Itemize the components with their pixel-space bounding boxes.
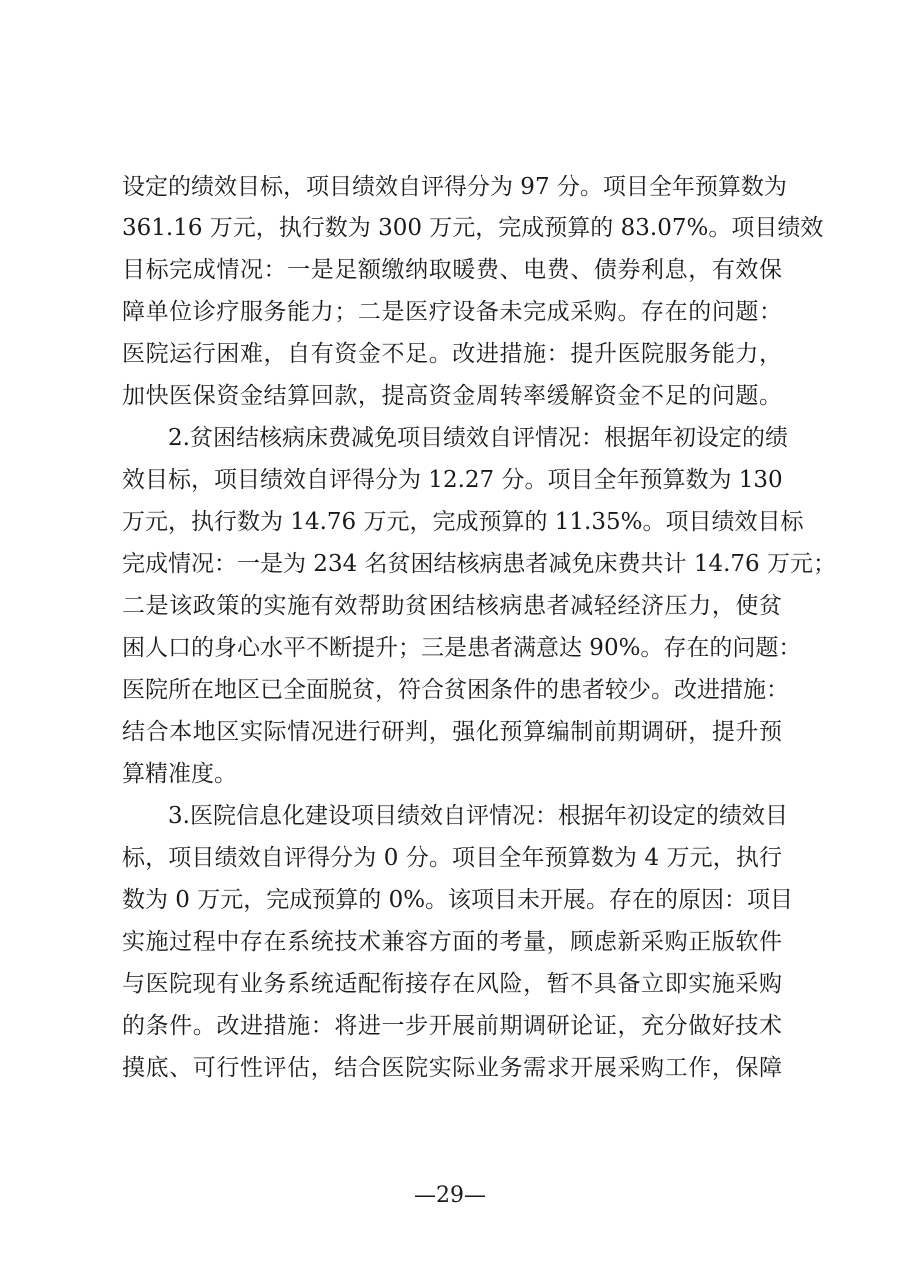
text-line: 二是该政策的实施有效帮助贫困结核病患者减轻经济压力，使贫 [122,593,782,619]
text-line: 加快医保资金结算回款，提高资金周转率缓解资金不足的问题。 [122,383,782,409]
text-line: 的条件。改进措施：将进一步开展前期调研论证，充分做好技术 [122,1013,782,1039]
text-line: 算精准度。 [122,761,237,787]
paragraph-heading-3: 3.医院信息化建设项目绩效自评情况：根据年初设定的绩效目 [168,803,788,829]
text-line: 结合本地区实际情况进行研判，强化预算编制前期调研，提升预 [122,719,782,745]
text-line: 标，项目绩效自评得分为 0 分。项目全年预算数为 4 万元，执行 [122,845,782,871]
text-line: 目标完成情况：一是足额缴纳取暖费、电费、债券利息，有效保 [122,257,782,283]
text-line: 万元，执行数为 14.76 万元，完成预算的 11.35%。项目绩效目标 [122,509,804,535]
text-line: 实施过程中存在系统技术兼容方面的考量，顾虑新采购正版软件 [122,929,782,955]
text-line: 数为 0 万元，完成预算的 0%。该项目未开展。存在的原因：项目 [122,887,794,913]
text-line: 障单位诊疗服务能力；二是医疗设备未完成采购。存在的问题： [122,299,782,325]
text-line: 摸底、可行性评估，结合医院实际业务需求开展采购工作，保障 [122,1055,782,1081]
page-number: —29— [414,1183,486,1208]
text-line: 效目标，项目绩效自评得分为 12.27 分。项目全年预算数为 130 [122,467,783,493]
text-line: 完成情况：一是为 234 名贫困结核病患者减免床费共计 14.76 万元； [122,551,836,577]
text-line: 医院运行困难，自有资金不足。改进措施：提升医院服务能力， [122,341,782,367]
text-line: 医院所在地区已全面脱贫，符合贫困条件的患者较少。改进措施： [122,677,789,703]
paragraph-heading-2: 2.贫困结核病床费减免项目绩效自评情况：根据年初设定的绩 [168,425,788,451]
text-line: 与医院现有业务系统适配衔接存在风险，暂不具备立即实施采购 [122,971,782,997]
text-line: 困人口的身心水平不断提升；三是患者满意达 90%。存在的问题： [122,635,802,661]
text-line: 361.16 万元，执行数为 300 万元，完成预算的 83.07%。项目绩效 [122,215,824,241]
text-line: 设定的绩效目标，项目绩效自评得分为 97 分。项目全年预算数为 [122,174,787,200]
